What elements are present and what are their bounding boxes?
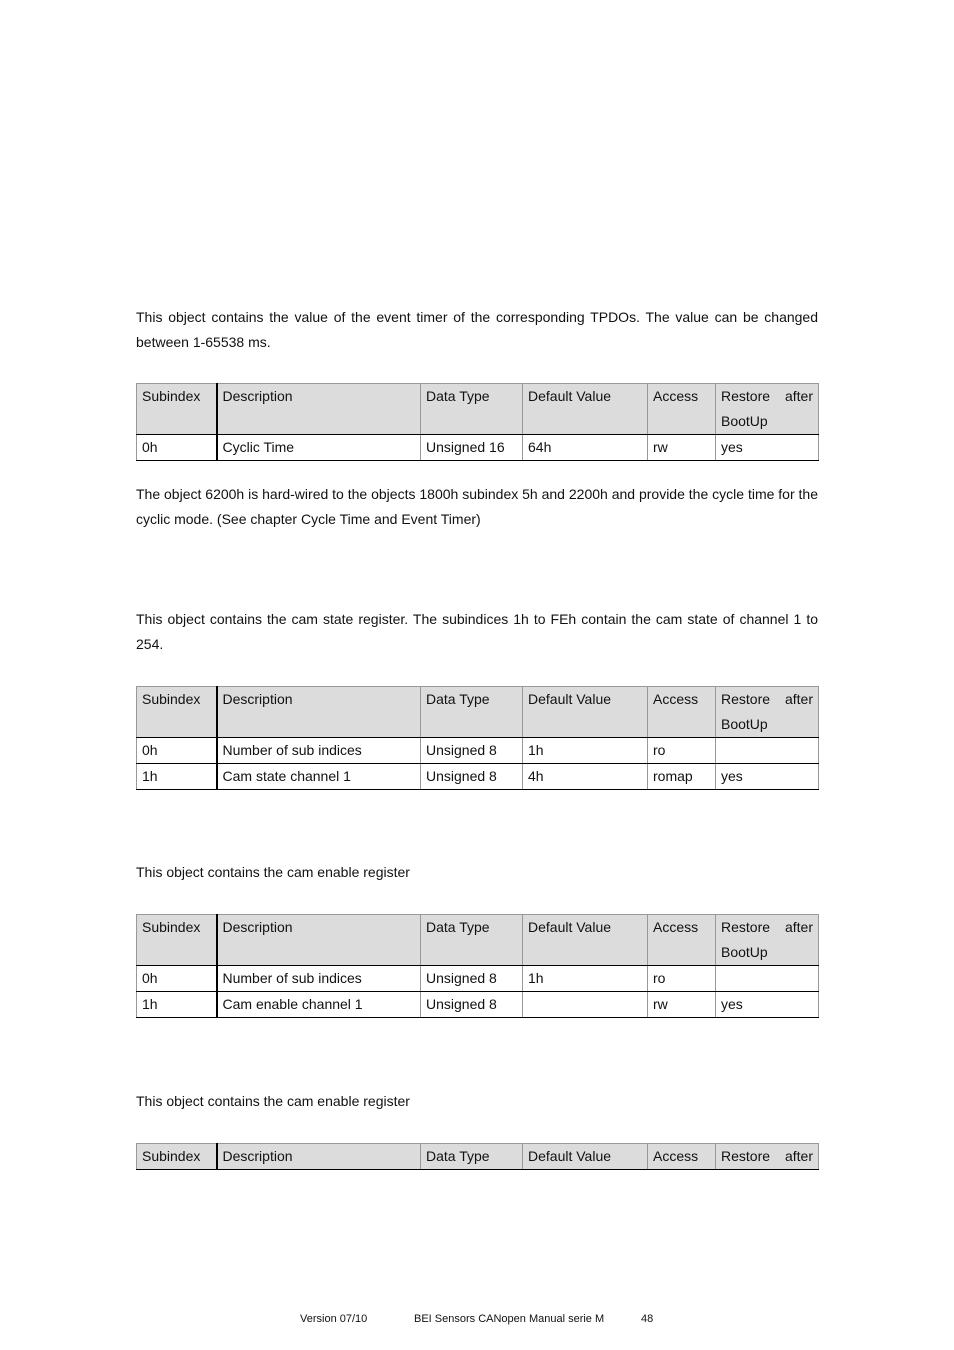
- table-header-row: [137, 1144, 819, 1170]
- paragraph-cam-enable-2: This object contains the cam enable register: [136, 1093, 410, 1109]
- cell-restore: [716, 966, 819, 992]
- header-restore-after-bootup: Restore after BootUp: [716, 384, 819, 435]
- paragraph-note-6200h: The object 6200h is hard-wired to the objects 1800h subindex 5h and 2200h and provide the cycle time for the cyclic mode. (See chapter Cycle Time and Event Timer): [136, 486, 818, 527]
- cell-access: ro: [648, 738, 716, 764]
- cell-default-value: [523, 992, 648, 1018]
- header-access: Access: [648, 1144, 716, 1170]
- cell-data-type: Unsigned 8: [421, 764, 523, 790]
- cell-restore: [716, 738, 819, 764]
- cell-restore: yes: [716, 764, 819, 790]
- cell-restore: yes: [716, 992, 819, 1018]
- cell-description: Cyclic Time: [217, 435, 421, 461]
- footer-manual-title: BEI Sensors CANopen Manual serie M: [414, 1313, 605, 1325]
- paragraph-cam-enable: This object contains the cam enable register: [136, 864, 410, 880]
- cell-default-value: 64h: [523, 435, 648, 461]
- cell-subindex: 1h: [137, 992, 217, 1018]
- header-restore-after-bootup: Restore after BootUp: [716, 687, 819, 738]
- object-table-cam-enable-2: [136, 1143, 819, 1170]
- header-default-value: Default Value: [523, 384, 648, 435]
- header-restore-after: Restore after: [716, 1144, 819, 1170]
- table-row: [137, 966, 819, 992]
- table-row: [137, 435, 819, 461]
- header-subindex: Subindex: [137, 687, 217, 738]
- header-description: Description: [217, 1144, 421, 1170]
- cell-access: romap: [648, 764, 716, 790]
- header-data-type: Data Type: [421, 915, 523, 966]
- header-description: Description: [217, 384, 421, 435]
- header-description: Description: [217, 915, 421, 966]
- cell-description: Number of sub indices: [217, 966, 421, 992]
- paragraph-cam-state: This object contains the cam state register. The subindices 1h to FEh contain the cam state of channel 1 to 254.: [136, 611, 818, 652]
- header-data-type: Data Type: [421, 384, 523, 435]
- footer-page-number: 48: [641, 1313, 654, 1325]
- cell-access: ro: [648, 966, 716, 992]
- cell-subindex: 0h: [137, 966, 217, 992]
- header-subindex: Subindex: [137, 915, 217, 966]
- header-default-value: Default Value: [523, 1144, 648, 1170]
- header-subindex: Subindex: [137, 1144, 217, 1170]
- cell-subindex: 1h: [137, 764, 217, 790]
- header-data-type: Data Type: [421, 1144, 523, 1170]
- cell-data-type: Unsigned 8: [421, 966, 523, 992]
- cell-data-type: Unsigned 8: [421, 738, 523, 764]
- paragraph-event-timer: This object contains the value of the event timer of the corresponding TPDOs. The value can be changed between 1-65538 ms.: [136, 309, 818, 350]
- cell-default-value: 1h: [523, 966, 648, 992]
- cell-access: rw: [648, 435, 716, 461]
- cell-subindex: 0h: [137, 738, 217, 764]
- header-data-type: Data Type: [421, 687, 523, 738]
- cell-restore: yes: [716, 435, 819, 461]
- header-access: Access: [648, 384, 716, 435]
- cell-data-type: Unsigned 16: [421, 435, 523, 461]
- footer-version: Version 07/10: [300, 1313, 368, 1325]
- table-header-row: [137, 687, 819, 738]
- header-default-value: Default Value: [523, 915, 648, 966]
- header-description: Description: [217, 687, 421, 738]
- cell-subindex: 0h: [137, 435, 217, 461]
- cell-default-value: 1h: [523, 738, 648, 764]
- object-table-cam-state: [136, 686, 819, 790]
- table-row: [137, 992, 819, 1018]
- header-access: Access: [648, 915, 716, 966]
- cell-default-value: 4h: [523, 764, 648, 790]
- object-table-cam-enable: [136, 914, 819, 1018]
- cell-description: Cam state channel 1: [217, 764, 421, 790]
- table-header-row: [137, 384, 819, 435]
- table-header-row: [137, 915, 819, 966]
- object-table-event-timer: [136, 383, 819, 461]
- cell-access: rw: [648, 992, 716, 1018]
- cell-description: Cam enable channel 1: [217, 992, 421, 1018]
- header-restore-after-bootup: Restore after BootUp: [716, 915, 819, 966]
- cell-data-type: Unsigned 8: [421, 992, 523, 1018]
- header-default-value: Default Value: [523, 687, 648, 738]
- header-access: Access: [648, 687, 716, 738]
- header-subindex: Subindex: [137, 384, 217, 435]
- table-row: [137, 764, 819, 790]
- cell-description: Number of sub indices: [217, 738, 421, 764]
- table-row: [137, 738, 819, 764]
